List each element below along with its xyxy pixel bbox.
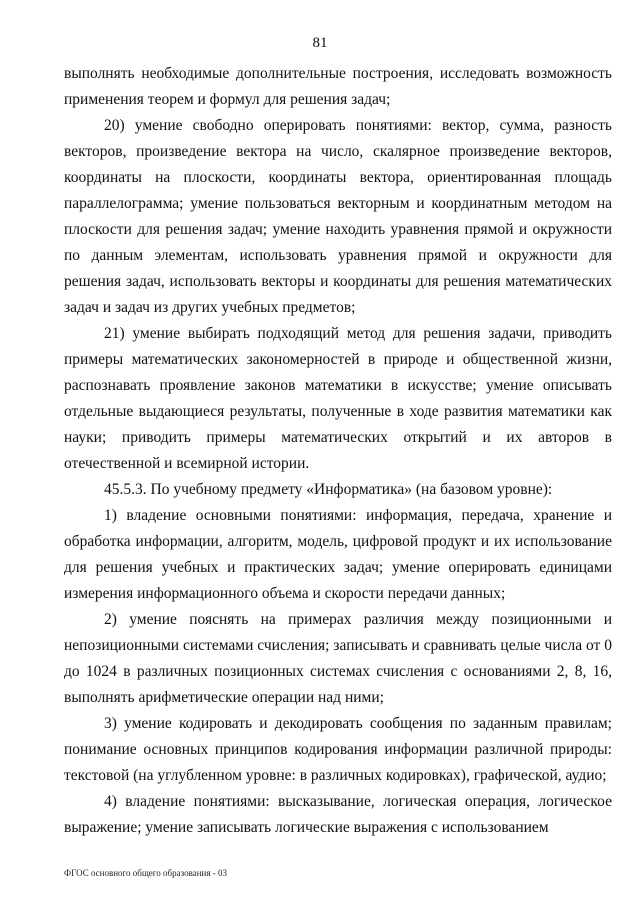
page-number: 81 (312, 35, 328, 51)
paragraph-item-20: 20) умение свободно оперировать понятиями: вектор, сумма, разность векторов, произведение вектора на число, скалярное произведение векторов, координаты на плоскости, координаты вектора, ориентированная площадь параллелограмма; умение пользоваться векторным и координатным методом на плоскости для решения задач; умение находить уравнения прямой и окружности по данным элементам, использовать уравнения прямой и окружности для решения задач, использовать векторы и координаты для решения математических задач и задач из других учебных предметов; (64, 117, 612, 316)
page-footer: ФГОС основного общего образования - 03 (64, 868, 227, 878)
paragraph-item-3: 3) умение кодировать и декодировать сообщения по заданным правилам; понимание основных принципов кодирования информации различной природы: текстовой (на углубленном уровне: в различных кодировках), графической, аудио; (64, 715, 612, 784)
paragraph-item-4: 4) владение понятиями: высказывание, логическая операция, логическое выражение; умение записывать логические выражения с использованием (64, 793, 612, 836)
paragraph-item-1: 1) владение основными понятиями: информация, передача, хранение и обработка информации, алгоритм, модель, цифровой продукт и их использование для решения учебных и практических задач; умение оперировать единицами измерения информационного объема и скорости передачи данных; (64, 507, 612, 602)
page-body (64, 61, 612, 841)
paragraph-continuation: выполнять необходимые дополнительные построения, исследовать возможность применения теорем и формул для решения задач; (64, 65, 612, 108)
paragraph-item-21: 21) умение выбирать подходящий метод для решения задачи, приводить примеры математических закономерностей в природе и общественной жизни, распознавать проявление законов математики в искусстве; умение описывать отдельные выдающиеся результаты, полученные в ходе развития математики как науки; приводить примеры математических открытий и их авторов в отечественной и всемирной истории. (64, 325, 612, 472)
paragraph-item-2: 2) умение пояснять на примерах различия между позиционными и непозиционными системами счисления; записывать и сравнивать целые числа от 0 до 1024 в различных позиционных системах счисления с основаниями 2, 8, 16, выполнять арифметические операции над ними; (64, 611, 612, 706)
section-heading-informatics: 45.5.3. По учебному предмету «Информатика» (на базовом уровне): (104, 481, 553, 498)
